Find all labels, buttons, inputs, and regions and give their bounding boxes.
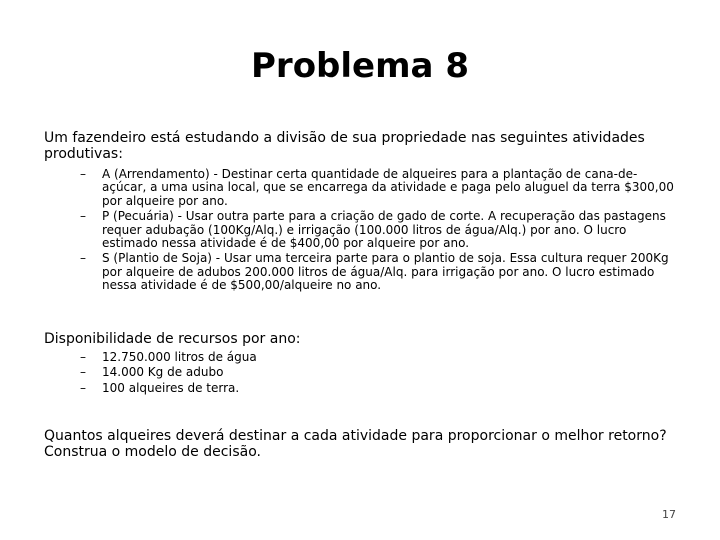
list-item [80, 252, 680, 292]
list-item [80, 210, 680, 250]
list-item [80, 366, 680, 379]
activity-text: S (Plantio de Soja) - Usar uma terceira parte para o plantio de soja. Essa cultura requer 200Kg por alqueire de adubos 200.000 litros de água/Alq. para irrigação por ano. O lucro estimado nessa atividade é de $500,00/alqueire no ano. [102, 251, 669, 293]
bullet-dash: – [80, 365, 86, 380]
bullet-dash: – [80, 209, 86, 224]
question-paragraph: Quantos alqueires deverá destinar a cada atividade para proporcionar o melhor retorno? Construa o modelo de decisão. [44, 428, 667, 460]
list-item [80, 382, 680, 395]
bullet-dash: – [80, 350, 86, 364]
list-item [80, 168, 680, 208]
bullet-dash: – [80, 380, 86, 395]
resources-heading: Disponibilidade de recursos por ano: [44, 331, 301, 347]
activity-text: P (Pecuária) - Usar outra parte para a criação de gado de corte. A recuperação das pastagens requer adubação (100Kg/Alq.) e irrigação (100.000 litros de água/Alq.) por ano. O lucro estimado nessa atividade é de $400,00 por alqueire por ano. [102, 209, 666, 251]
bullet-dash: – [80, 167, 86, 181]
bullet-dash: – [80, 251, 86, 266]
resource-text: 100 alqueires de terra. [102, 380, 240, 395]
intro-paragraph: Um fazendeiro está estudando a divisão de sua propriedade nas seguintes atividades produtivas: [44, 130, 645, 162]
page-number: 17 [662, 508, 676, 521]
resource-text: 14.000 Kg de adubo [102, 365, 224, 380]
list-item [80, 351, 680, 364]
resource-text: 12.750.000 litros de água [102, 350, 257, 364]
resources-list [80, 351, 680, 397]
activities-list [80, 168, 680, 295]
activity-text: A (Arrendamento) - Destinar certa quantidade de alqueires para a plantação de cana-de-açúcar, a uma usina local, que se encarrega da atividade e paga pelo aluguel da terra $300,00 por alqueire por ano. [102, 167, 674, 208]
slide-title: Problema 8 [251, 46, 469, 86]
